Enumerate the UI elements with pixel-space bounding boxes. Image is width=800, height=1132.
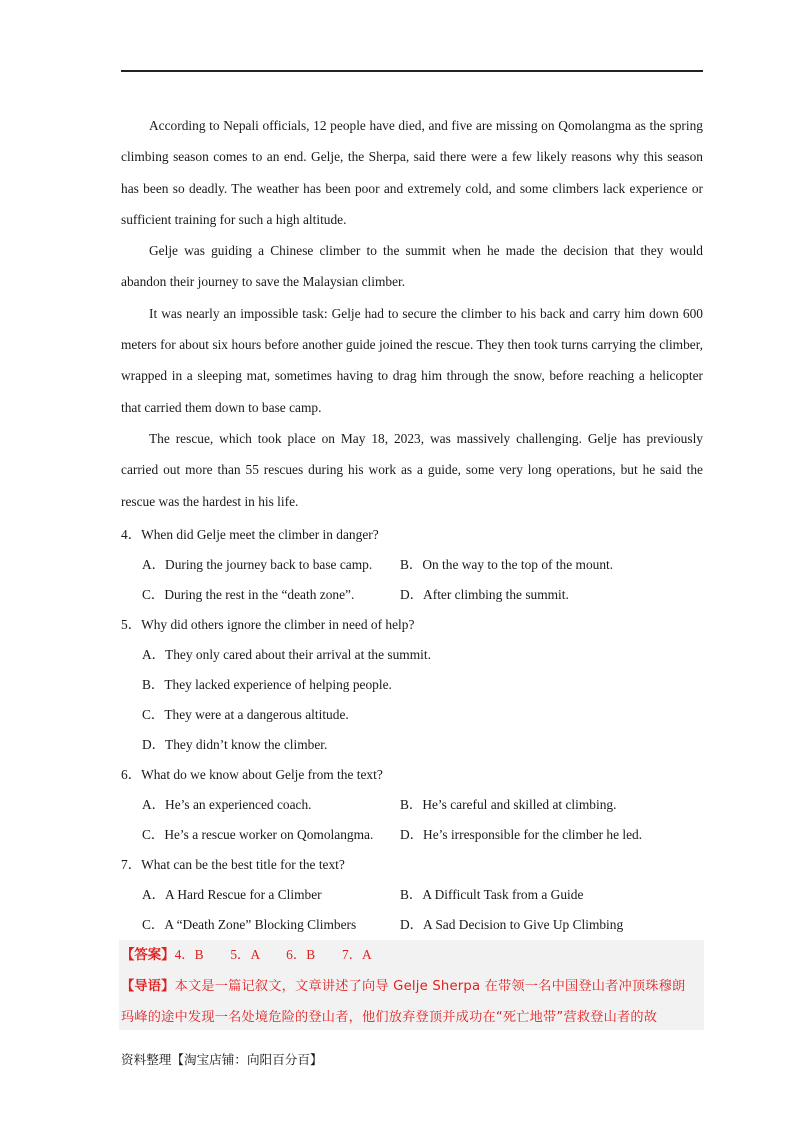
question-6-option-a: A．He’s an experienced coach.: [142, 797, 312, 812]
question-6-option-d: D．He’s irresponsible for the climber he led.: [400, 827, 643, 842]
question-6-option-c: C．He’s a rescue worker on Qomolangma.: [142, 827, 374, 842]
question-4-option-b: B．On the way to the top of the mount.: [400, 557, 614, 572]
passage-paragraph: According to Nepali officials, 12 people have died, and five are missing on Qomolangma as the spring climbing season comes to an end. Gelje, the Sherpa, said there were a few likely reasons why this season has been so deadly. The weather has been poor and extremely cold, and some climbers lack experience or sufficient training for such a high altitude.: [121, 118, 703, 227]
question-5-option-d: D．They didn’t know the climber.: [142, 737, 328, 752]
reading-passage: [121, 110, 703, 517]
question-7-option-b: B．A Difficult Task from a Guide: [400, 887, 584, 902]
passage-paragraph: It was nearly an impossible task: Gelje had to secure the climber to his back and carry him down 600 meters for about six hours before another guide joined the rescue. They then took turns carrying the climber, wrapped in a sleeping mat, sometimes having to drag him through the snow, before reaching a helicopter that carried them down to base camp.: [121, 305, 703, 415]
question-7-option-c: C．A “Death Zone” Blocking Climbers: [142, 917, 357, 932]
question-5-option-c: C．They were at a dangerous altitude.: [142, 707, 349, 722]
passage-paragraph: Gelje was guiding a Chinese climber to the summit when he made the decision that they would abandon their journey to save the Malaysian climber.: [121, 243, 703, 290]
question-7-stem: 7．What can be the best title for the text?: [121, 857, 345, 872]
question-5-option-a: A．They only cared about their arrival at the summit.: [142, 647, 431, 662]
answer-text: 4．B 5．A 6．B 7．A: [174, 947, 372, 962]
question-6-option-b: B．He’s careful and skilled at climbing.: [400, 797, 617, 812]
question-6-stem: 6．What do we know about Gelje from the text?: [121, 767, 383, 782]
question-5-option-b: B．They lacked experience of helping people.: [142, 677, 392, 692]
guide-line-1: [121, 975, 685, 994]
passage-paragraph: The rescue, which took place on May 18, 2023, was massively challenging. Gelje has previously carried out more than 55 rescues during his work as a guide, some very long operations, but he said the rescue was the hardest in his life.: [121, 430, 703, 509]
question-7-option-d: D．A Sad Decision to Give Up Climbing: [400, 917, 624, 932]
question-4-option-d: D．After climbing the summit.: [400, 587, 569, 602]
footer-source: 资料整理【淘宝店铺：向阳百分百】: [121, 1052, 323, 1067]
guide-text-1: 本文是一篇记叙文，文章讲述了向导 Gelje Sherpa 在带领一名中国登山者冲顶珠穆朗: [174, 979, 686, 994]
question-4-option-c: C．During the rest in the “death zone”.: [142, 587, 355, 602]
question-5-stem: 5．Why did others ignore the climber in need of help?: [121, 617, 415, 632]
answer-tag: 【答案】: [121, 947, 175, 962]
header-rule: [121, 70, 703, 72]
question-7-option-a: A．A Hard Rescue for a Climber: [142, 887, 322, 902]
guide-tag: 【导语】: [121, 979, 175, 994]
answer-key: [121, 944, 372, 963]
guide-line-2: 玛峰的途中发现一名处境危险的登山者，他们放弃登顶并成功在“死亡地带”营救登山者的故: [121, 1010, 658, 1025]
question-4-option-a: A．During the journey back to base camp.: [142, 557, 373, 572]
question-4-stem: 4．When did Gelje meet the climber in danger?: [121, 527, 379, 542]
